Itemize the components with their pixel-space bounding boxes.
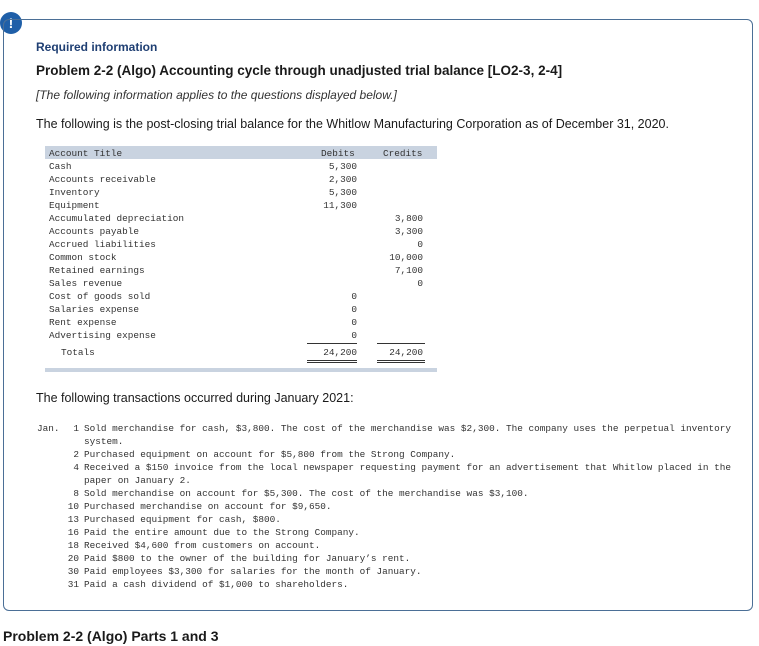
- trial-balance-row: [45, 212, 437, 225]
- debits-double-rule-1: [307, 360, 357, 361]
- transaction-day: 18: [67, 540, 79, 551]
- debits-total-rule: [307, 343, 357, 344]
- account-name: Cash: [49, 161, 72, 172]
- table-bottom-band: [45, 368, 437, 372]
- credits-double-rule-2: [377, 362, 425, 363]
- debit-value: 0: [351, 304, 357, 315]
- transaction-day: 20: [67, 553, 79, 564]
- trial-balance-row: [45, 303, 437, 316]
- account-name: Accounts receivable: [49, 174, 156, 185]
- transaction-text: Sold merchandise on account for $5,300. The cost of the merchandise was $3,100.: [84, 488, 529, 499]
- transaction-text: Received a $150 invoice from the local newspaper requesting payment for an advertisement that Whitlow placed in the paper on January 2.: [84, 462, 731, 486]
- totals-debit: 24,200: [323, 347, 357, 358]
- required-information-heading: Required information: [36, 40, 158, 54]
- account-name: Cost of goods sold: [49, 291, 151, 302]
- debit-value: 0: [351, 291, 357, 302]
- account-name: Accumulated depreciation: [49, 213, 185, 224]
- totals-credit: 24,200: [389, 347, 423, 358]
- credit-value: 0: [417, 278, 423, 289]
- trial-balance-row: [45, 290, 437, 303]
- account-name: Inventory: [49, 187, 100, 198]
- debit-value: 0: [351, 330, 357, 341]
- transaction-text: Received $4,600 from customers on account.: [84, 540, 321, 551]
- transaction-day: 8: [73, 488, 79, 499]
- transaction-text: Paid a cash dividend of $1,000 to shareholders.: [84, 579, 349, 590]
- account-name: Retained earnings: [49, 265, 145, 276]
- transaction-day: 13: [67, 514, 79, 525]
- transaction-text: Paid employees $3,300 for salaries for the month of January.: [84, 566, 422, 577]
- debit-value: 11,300: [323, 200, 357, 211]
- trial-balance-row: [45, 225, 437, 238]
- trial-balance-row: [45, 238, 437, 251]
- account-name: Sales revenue: [49, 278, 123, 289]
- account-name: Rent expense: [49, 317, 117, 328]
- alert-icon: !: [0, 12, 22, 34]
- credits-double-rule-1: [377, 360, 425, 361]
- trial-balance-row: [45, 186, 437, 199]
- trial-balance-row: [45, 329, 437, 342]
- transaction-day: 10: [67, 501, 79, 512]
- debit-value: 0: [351, 317, 357, 328]
- transaction-day: 31: [67, 579, 79, 590]
- debit-value: 5,300: [328, 187, 357, 198]
- instruction-note: [The following information applies to the questions displayed below.]: [36, 88, 397, 102]
- debits-header: Debits: [321, 148, 355, 159]
- transaction-day: 2: [73, 449, 79, 460]
- transaction-day: 1: [73, 423, 79, 434]
- account-name: Common stock: [49, 252, 117, 263]
- account-name: Accrued liabilities: [49, 239, 156, 250]
- totals-label: Totals: [61, 347, 95, 358]
- transaction-day: 4: [73, 462, 79, 473]
- trial-balance-row: [45, 160, 437, 173]
- account-name: Advertising expense: [49, 330, 156, 341]
- transaction-day: 16: [67, 527, 79, 538]
- trial-balance-row: [45, 277, 437, 290]
- trial-balance-row: [45, 173, 437, 186]
- transaction-day: 30: [67, 566, 79, 577]
- trial-balance-row: [45, 264, 437, 277]
- account-name: Equipment: [49, 200, 100, 211]
- trial-balance-row: [45, 199, 437, 212]
- credit-value: 0: [417, 239, 423, 250]
- transaction-text: Purchased equipment for cash, $800.: [84, 514, 281, 525]
- problem-title: Problem 2-2 (Algo) Accounting cycle through unadjusted trial balance [LO2-3, 2-4]: [36, 63, 563, 78]
- trial-balance-row: [45, 251, 437, 264]
- debit-value: 5,300: [328, 161, 357, 172]
- credits-header: Credits: [383, 148, 423, 159]
- trial-balance-row: [45, 316, 437, 329]
- transaction-text: Purchased equipment on account for $5,800 from the Strong Company.: [84, 449, 456, 460]
- account-name: Salaries expense: [49, 304, 140, 315]
- account-name: Accounts payable: [49, 226, 140, 237]
- credit-value: 10,000: [389, 252, 423, 263]
- transaction-text: Paid the entire amount due to the Strong Company.: [84, 527, 360, 538]
- transactions-month: Jan.: [37, 423, 60, 434]
- transactions-intro: The following transactions occurred during January 2021:: [36, 391, 354, 405]
- credit-value: 3,300: [394, 226, 423, 237]
- totals-row: [45, 346, 437, 359]
- trial-balance-header: [45, 146, 437, 159]
- debit-value: 2,300: [328, 174, 357, 185]
- transaction-text: Purchased merchandise on account for $9,650.: [84, 501, 332, 512]
- transaction-text: Paid $800 to the owner of the building for January’s rent.: [84, 553, 411, 564]
- transaction-text: Sold merchandise for cash, $3,800. The cost of the merchandise was $2,300. The company uses the perpetual inventory system.: [84, 423, 731, 447]
- trial-balance-intro: The following is the post-closing trial balance for the Whitlow Manufacturing Corporation as of December 31, 2020.: [36, 117, 669, 131]
- debits-double-rule-2: [307, 362, 357, 363]
- credits-total-rule: [377, 343, 425, 344]
- credit-value: 3,800: [394, 213, 423, 224]
- credit-value: 7,100: [394, 265, 423, 276]
- account-title-header: Account Title: [49, 148, 123, 159]
- parts-title: Problem 2-2 (Algo) Parts 1 and 3: [3, 628, 219, 644]
